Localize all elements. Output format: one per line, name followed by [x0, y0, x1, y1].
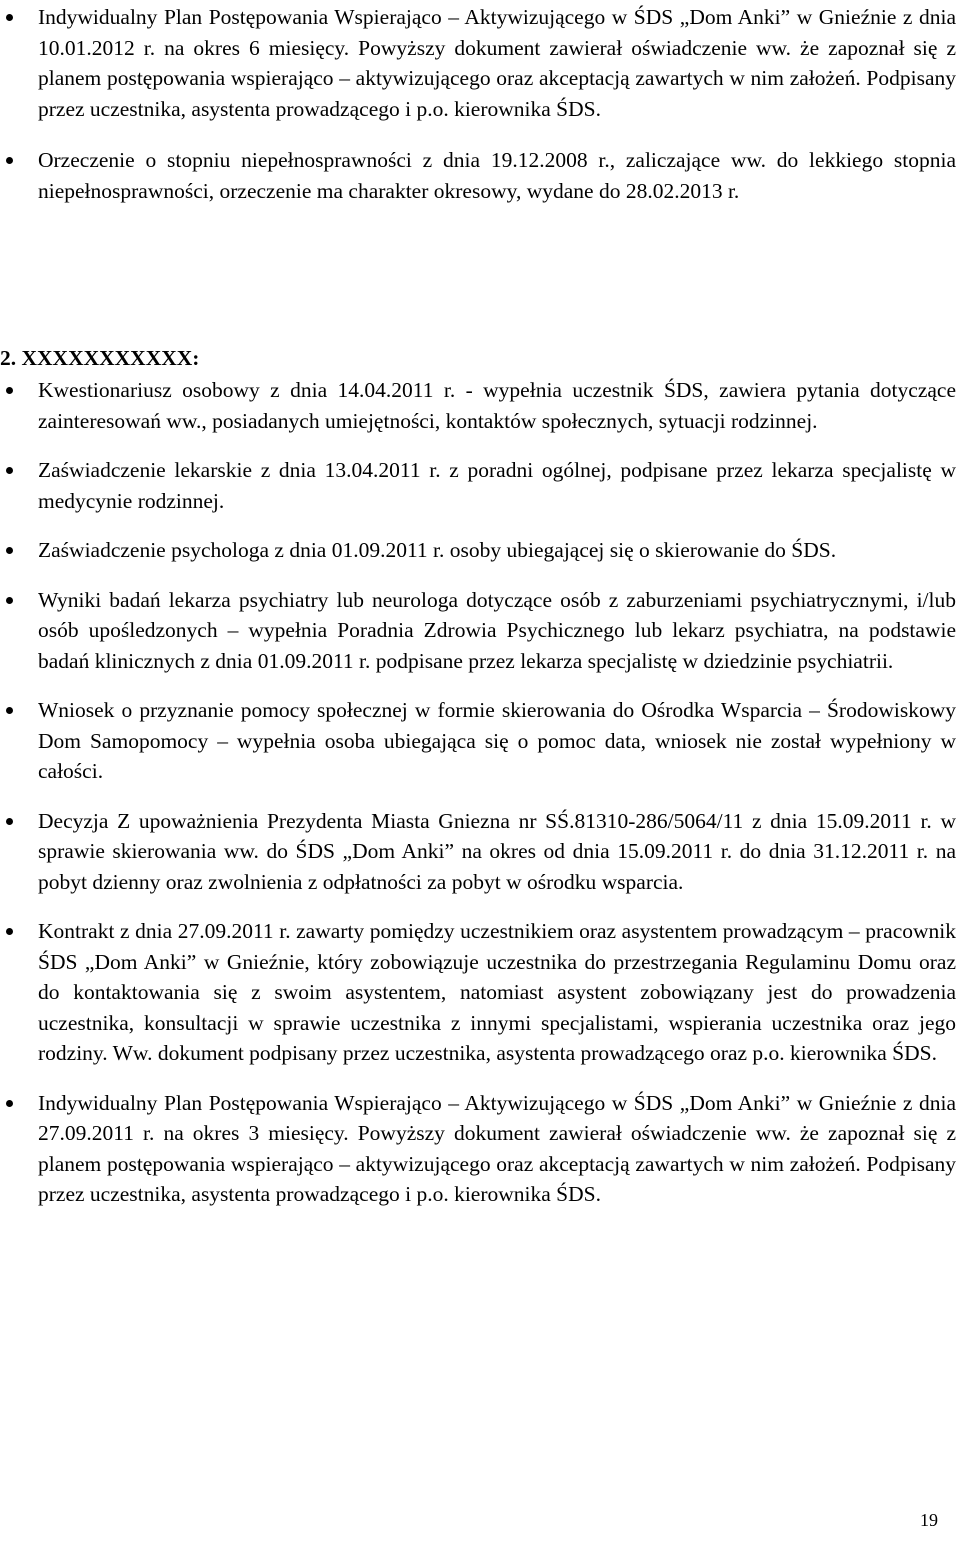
bullet-icon: [6, 14, 13, 21]
bullet-icon: [6, 818, 13, 825]
list-item-text: Wyniki badań lekarza psychiatry lub neurologa dotyczące osób z zaburzeniami psychiatrycznymi, i/lub osób upośledzonych – wypełnia Poradnia Zdrowia Psychicznego lub lekarz psychiatra, na podstawie badań klinicznych z dnia 01.09.2011 r. podpisane przez lekarza specjalistę w dziedzinie psychiatrii.: [38, 587, 956, 673]
list-item-text: Wniosek o przyznanie pomocy społecznej w formie skierowania do Ośrodka Wsparcia – Środowiskowy Dom Samopomocy – wypełnia osoba ubiegająca się o pomoc data, wniosek nie został wypełniony w całości.: [38, 698, 956, 783]
list-item: [0, 806, 960, 898]
list-item: [0, 916, 960, 1069]
list-item-text: Kontrakt z dnia 27.09.2011 r. zawarty pomiędzy uczestnikiem oraz asystentem prowadzącym – pracownik ŚDS „Dom Anki” w Gnieźnie, który zobowiązuje uczestnika do przestrzegania Regulaminu Domu oraz do kontaktowania się z swoim asystentem, natomiast asystent zobowiązany jest do prowadzenia uczestnika, konsultacji w sprawie uczestnika z innymi specjalistami, wspierania uczestnika oraz jego rodziny. Ww. dokument podpisany przez uczestnika, asystenta prowadzącego oraz p.o. kierownika ŚDS.: [38, 919, 956, 1065]
list-item: [0, 585, 960, 677]
page-number: 19: [920, 1510, 938, 1530]
list-item: [0, 695, 960, 787]
list-item-text: Indywidualny Plan Postępowania Wspierająco – Aktywizującego w ŚDS „Dom Anki” w Gnieźnie z dnia 27.09.2011 r. na okres 3 miesięcy. Powyższy dokument zawierał oświadczenie ww. że zapoznał się z planem postępowania wspierająco – aktywizującego oraz akceptacją zawartych w nim założeń. Podpisany przez uczestnika, asystenta prowadzącego i p.o. kierownika ŚDS.: [38, 1090, 956, 1206]
bullet-icon: [6, 928, 13, 935]
list-item: [0, 145, 960, 206]
document-list: [0, 375, 960, 1210]
list-item-text: Decyzja Z upoważnienia Prezydenta Miasta Gniezna nr SŚ.81310-286/5064/11 z dnia 15.09.2011 r. w sprawie skierowania ww. do ŚDS „Dom Anki” na okres od dnia 15.09.2011 r. do dnia 31.12.2011 r. na pobyt dzienny oraz zwolnienia z odpłatności za pobyt w ośrodku wsparcia.: [38, 808, 956, 894]
document-list-top: [0, 2, 960, 206]
list-item-text: Kwestionariusz osobowy z dnia 14.04.2011 r. - wypełnia uczestnik ŚDS, zawiera pytania dotyczące zainteresowań ww., posiadanych umiejętności, kontaktów społecznych, sytuacji rodzinnej.: [38, 378, 956, 433]
list-item: [0, 2, 960, 124]
bullet-icon: [6, 597, 13, 604]
list-item-text: Orzeczenie o stopniu niepełnosprawności z dnia 19.12.2008 r., zaliczające ww. do lekkiego stopnia niepełnosprawności, orzeczenie ma charakter okresowy, wydane do 28.02.2013 r.: [38, 148, 956, 203]
list-item: [0, 375, 960, 436]
list-item: [0, 535, 960, 566]
bullet-icon: [6, 387, 13, 394]
list-item-text: Zaświadczenie lekarskie z dnia 13.04.2011 r. z poradni ogólnej, podpisane przez lekarza specjalistę w medycynie rodzinnej.: [38, 458, 956, 513]
bullet-icon: [6, 707, 13, 714]
bullet-icon: [6, 547, 13, 554]
list-item: [0, 455, 960, 516]
section-heading: 2. XXXXXXXXXXX:: [0, 346, 200, 370]
bullet-icon: [6, 157, 13, 164]
list-item-text: Indywidualny Plan Postępowania Wspierająco – Aktywizującego w ŚDS „Dom Anki” w Gnieźnie z dnia 10.01.2012 r. na okres 6 miesięcy. Powyższy dokument zawierał oświadczenie ww. że zapoznał się z planem postępowania wspierająco – aktywizującego oraz akceptacją zawartych w nim założeń. Podpisany przez uczestnika, asystenta prowadzącego i p.o. kierownika ŚDS.: [38, 5, 956, 121]
bullet-icon: [6, 1100, 13, 1107]
list-item-text: Zaświadczenie psychologa z dnia 01.09.2011 r. osoby ubiegającej się o skierowanie do ŚDS.: [38, 538, 837, 562]
bullet-icon: [6, 467, 13, 474]
list-item: [0, 1088, 960, 1210]
